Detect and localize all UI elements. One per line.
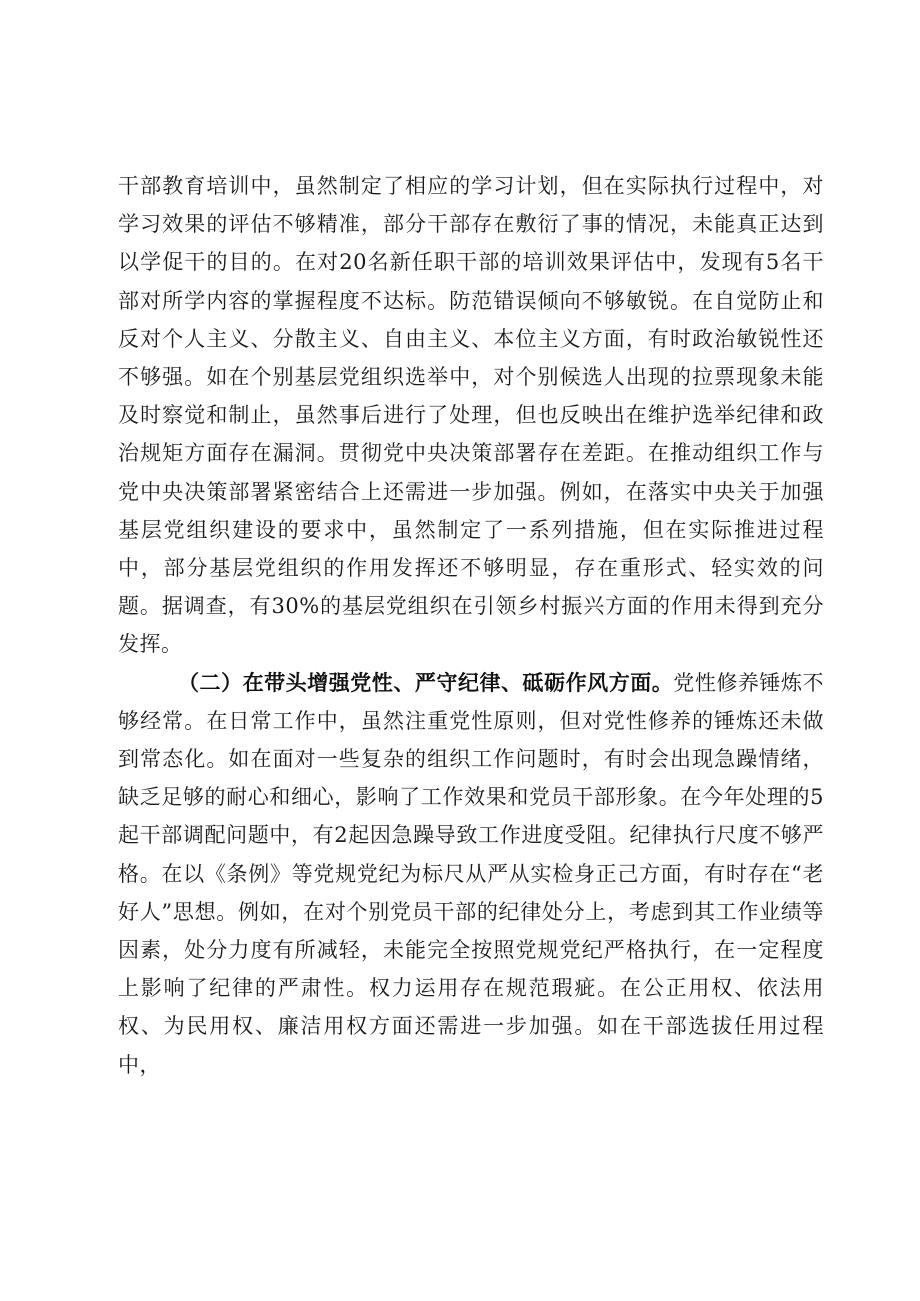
paragraph-2-text: 党性修养锤炼不够经常。在日常工作中，虽然注重党性原则，但对党性修养的锤炼还未做到常态化。如在面对一些复杂的组织工作问题时，有时会出现急躁情绪，缺乏足够的耐心和细心，影响了工作效果和党员干部形象。在今年处理的5起干部调配问题中，有2起因急躁导致工作进度受阻。纪律执行尺度不够严格。在以《条例》等党规党纪为标尺从严从实检身正己方面，有时存在“老好人”思想。例如，在对个别党员干部的纪律处分上，考虑到其工作业绩等因素，处分力度有所减轻，未能完全按照党规党纪严格执行，在一定程度上影响了纪律的严肃性。权力运用存在规范瑕疵。在公正用权、依法用权、为民用权、廉洁用权方面还需进一步加强。如在干部选拔任用过程中，: [118, 670, 825, 1077]
document-body: [118, 167, 824, 1084]
section-heading: （二）在带头增强党性、严守纪律、砥砺作风方面。: [178, 669, 674, 695]
paragraph-1: 干部教育培训中，虽然制定了相应的学习计划，但在实际执行过程中，对学习效果的评估不够精准，部分干部存在敷衍了事的情况，未能真正达到以学促干的目的。在对20名新任职干部的培训效果评估中，发现有5名干部对所学内容的掌握程度不达标。防范错误倾向不够敏锐。在自觉防止和反对个人主义、分散主义、自由主义、本位主义方面，有时政治敏锐性还不够强。如在个别基层党组织选举中，对个别候选人出现的拉票现象未能及时察觉和制止，虽然事后进行了处理，但也反映出在维护选举纪律和政治规矩方面存在漏洞。贯彻党中央决策部署存在差距。在推动组织工作与党中央决策部署紧密结合上还需进一步加强。例如，在落实中央关于加强基层党组织建设的要求中，虽然制定了一系列措施，但在实际推进过程中，部分基层党组织的作用发挥还不够明显，存在重形式、轻实效的问题。据调查，有30%的基层党组织在引领乡村振兴方面的作用未得到充分发挥。: [118, 174, 824, 657]
paragraph-2: [118, 664, 824, 1084]
